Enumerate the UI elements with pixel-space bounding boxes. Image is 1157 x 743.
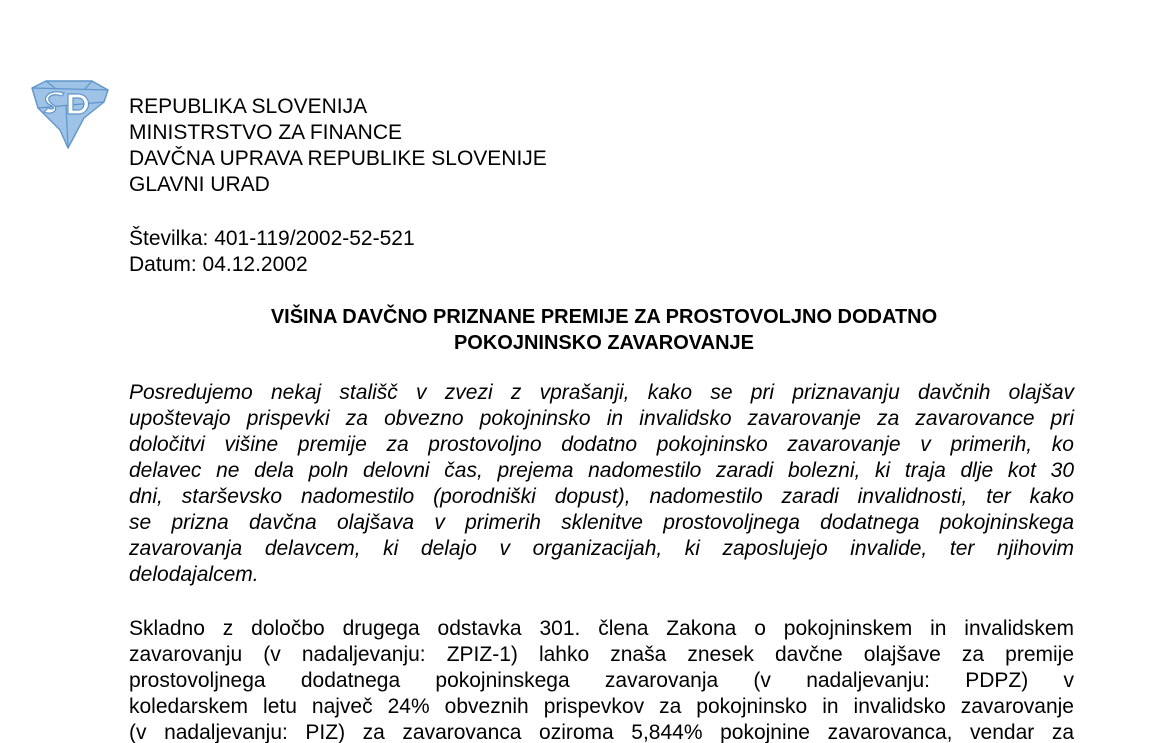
intro-paragraph: [129, 380, 1075, 588]
document-number: Številka: 401-119/2002-52-521: [129, 227, 415, 250]
paragraph-line: Posredujemo nekaj stališč v zvezi z vprašanji, kako se pri priznavanju davčnih olajšav: [129, 381, 1074, 404]
paragraph-line: delavec ne dela poln delovni čas, prejema nadomestilo zaradi bolezni, ki traja dlje kot 30: [129, 459, 1074, 482]
title-line-1: VIŠINA DAVČNO PRIZNANE PREMIJE ZA PROSTOVOLJNO DODATNO: [270, 306, 938, 328]
paragraph-line: koledarskem letu največ 24% obveznih prispevkov za pokojninsko in invalidsko zavarovanje: [129, 695, 1074, 718]
paragraph-line: prostovoljnega dodatnega pokojninskega zavarovanja (v nadaljevanju: PDPZ) v: [129, 669, 1074, 692]
paragraph-line: upoštevajo prispevki za obvezno pokojninsko in invalidsko zavarovanje za zavarovance pri: [129, 407, 1074, 430]
issuer-header: [129, 94, 547, 198]
header-line-tax-administration: DAVČNA UPRAVA REPUBLIKE SLOVENIJE: [129, 147, 547, 170]
header-line-ministry: MINISTRSTVO ZA FINANCE: [129, 121, 403, 144]
paragraph-line: zavarovanju (v nadaljevanju: ZPIZ-1) lahko znaša znesek davčne olajšave za premije: [129, 643, 1074, 666]
paragraph-line: delodajalcem.: [129, 563, 259, 586]
paragraph-line: (v nadaljevanju: PIZ) za zavarovanca oziroma 5,844% pokojnine zavarovanca, vendar za: [129, 721, 1074, 743]
body-paragraph: [129, 616, 1075, 743]
header-line-country: REPUBLIKA SLOVENIJA: [129, 95, 368, 118]
paragraph-line: določitvi višine premije za prostovoljno dodatno pokojninsko zavarovanje v primerih, ko: [129, 433, 1074, 456]
paragraph-line: dni, starševsko nadomestilo (porodniški dopust), nadomestilo zaradi invalidnosti, ter kako: [129, 485, 1074, 508]
paragraph-line: zavarovanja delavcem, ki delajo v organizacijah, ki zaposlujejo invalide, ter njihovim: [129, 537, 1074, 560]
header-line-office: GLAVNI URAD: [129, 173, 270, 196]
paragraph-line: Skladno z določbo drugega odstavka 301. člena Zakona o pokojninskem in invalidskem: [129, 617, 1074, 640]
reference-block: [129, 226, 415, 278]
document-date: Datum: 04.12.2002: [129, 253, 308, 276]
document-title: [129, 304, 1075, 356]
title-line-2: POKOJNINSKO ZAVAROVANJE: [453, 332, 755, 354]
paragraph-line: se prizna davčna olajšava v primerih sklenitve prostovoljnega dodatnega pokojninskega: [129, 511, 1074, 534]
